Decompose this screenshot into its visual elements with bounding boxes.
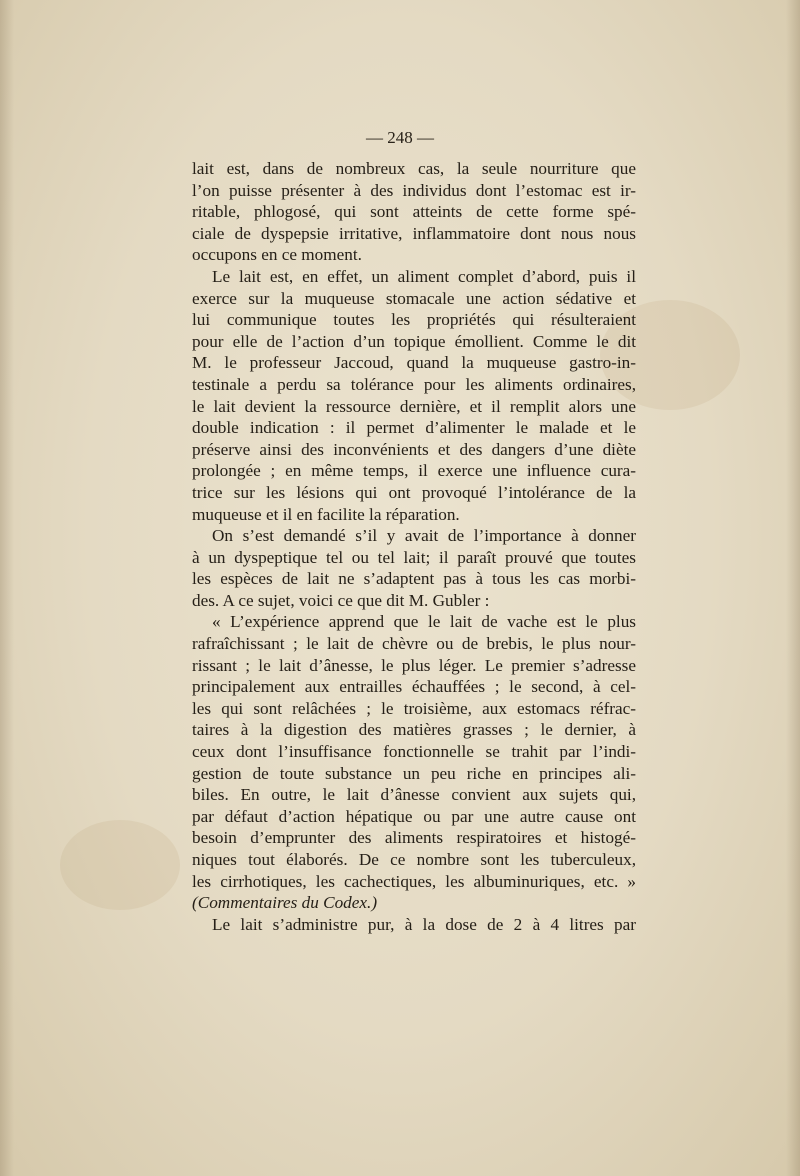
text-line: Le lait s’administre pur, à la dose de 2 à 4 litres par bbox=[212, 914, 636, 934]
text-line: « L’expérience apprend que le lait de vache est le plus bbox=[212, 612, 636, 632]
text-line: lait est, dans de nombreux cas, la seule nourriture que bbox=[192, 159, 636, 178]
text-line: les qui sont relâchées ; le troisième, aux estomacs réfrac- bbox=[192, 698, 636, 718]
text-line: principalement aux entrailles échauffées ; le second, à cel- bbox=[192, 677, 636, 697]
paragraph bbox=[192, 158, 636, 266]
text-line: double indication : il permet d’alimenter le malade et le bbox=[192, 418, 636, 438]
text-line: ciale de dyspepsie irritative, inflammatoire dont nous nous bbox=[192, 223, 636, 243]
text-line: lui communique toutes les propriétés qui résulteraient bbox=[192, 310, 636, 330]
text-line: pour elle de l’action d’un topique émollient. Comme le dit bbox=[192, 331, 636, 351]
text-line: le lait devient la ressource dernière, et il remplit alors une bbox=[192, 396, 636, 416]
text-line: testinale a perdu sa tolérance pour les aliments ordinaires, bbox=[192, 374, 636, 394]
text-line: par défaut d’action hépatique ou par une autre cause ont bbox=[192, 806, 636, 826]
paragraph bbox=[192, 525, 636, 611]
page-edge-shadow-left bbox=[0, 0, 14, 1176]
text-line: Le lait est, en effet, un aliment complet d’abord, puis il bbox=[212, 266, 636, 286]
text-line: rafraîchissant ; le lait de chèvre ou de brebis, le plus nour- bbox=[192, 634, 636, 654]
page-number: — 248 — bbox=[366, 128, 434, 147]
quotation-paragraph bbox=[192, 611, 636, 913]
text-line: On s’est demandé s’il y avait de l’importance à donner bbox=[212, 526, 636, 546]
text-line: gestion de toute substance un peu riche en principes ali- bbox=[192, 763, 636, 783]
text-line: les espèces de lait ne s’adaptent pas à tous les cas morbi- bbox=[192, 569, 636, 589]
text-line: à un dyspeptique tel ou tel lait; il paraît prouvé que toutes bbox=[192, 547, 636, 567]
page-edge-shadow-right bbox=[786, 0, 800, 1176]
text-line: besoin d’emprunter des aliments respiratoires et histogé- bbox=[192, 828, 636, 848]
text-line: les cirrhotiques, les cachectiques, les albuminuriques, etc. » bbox=[192, 871, 636, 891]
text-line: occupons en ce moment. bbox=[192, 245, 362, 265]
text-line: M. le professeur Jaccoud, quand la muqueuse gastro-in- bbox=[192, 353, 636, 373]
paragraph bbox=[192, 266, 636, 525]
text-line: ritable, phlogosé, qui sont atteints de cette forme spé- bbox=[192, 202, 636, 222]
text-line: l’on puisse présenter à des individus dont l’estomac est ir- bbox=[192, 180, 636, 200]
text-line: ceux dont l’insuffisance fonctionnelle se trahit par l’indi- bbox=[192, 742, 636, 762]
text-line: niques tout élaborés. De ce nombre sont les tuberculeux, bbox=[192, 850, 636, 869]
text-line: préserve ainsi des inconvénients et des dangers d’une diète bbox=[192, 439, 636, 459]
text-line: trice sur les lésions qui ont provoqué l’intolérance de la bbox=[192, 482, 636, 502]
text-line: prolongée ; en même temps, il exerce une influence cura- bbox=[192, 461, 636, 481]
text-line: exerce sur la muqueuse stomacale une action sédative et bbox=[192, 288, 636, 308]
text-line: des. A ce sujet, voici ce que dit M. Gubler : bbox=[192, 590, 490, 610]
text-line: biles. En outre, le lait d’ânesse convient aux sujets qui, bbox=[192, 785, 636, 805]
citation: (Commentaires du Codex.) bbox=[192, 893, 378, 913]
paragraph bbox=[192, 914, 636, 936]
text-line: taires à la digestion des matières grasses ; le dernier, à bbox=[192, 720, 636, 740]
text-line: muqueuse et il en facilite la réparation. bbox=[192, 504, 460, 524]
text-line: rissant ; le lait d’ânesse, le plus léger. Le premier s’adresse bbox=[192, 655, 636, 675]
body-text bbox=[192, 158, 636, 935]
paper-stain bbox=[60, 820, 180, 910]
